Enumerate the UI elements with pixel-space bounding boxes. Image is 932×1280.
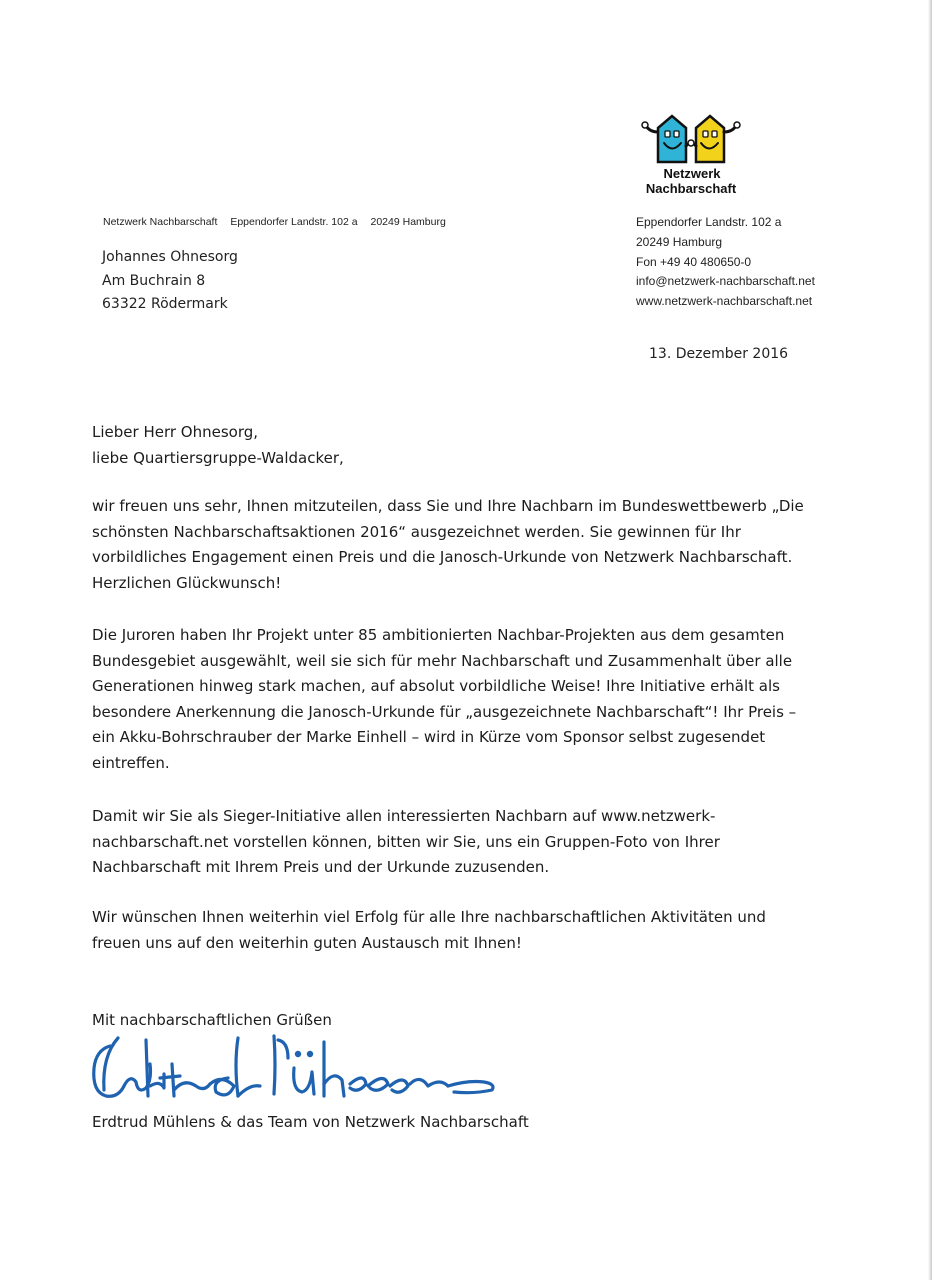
- paragraph-line: Generationen hinweg stark machen, auf absolut vorbildliche Weise! Ihre Initiative erhält als: [92, 677, 780, 696]
- paragraph-line: Nachbarschaft mit Ihrem Preis und der Urkunde zuzusenden.: [92, 858, 550, 877]
- paragraph-line: Wir wünschen Ihnen weiterhin viel Erfolg für alle Ihre nachbarschaftlichen Aktivitäten und: [92, 908, 766, 926]
- paragraph-line: Bundesgebiet ausgewählt, weil sie sich für mehr Nachbarschaft und Zusammenhalt über alle: [92, 651, 793, 670]
- recipient-street: Am Buchrain 8: [102, 272, 206, 289]
- body-paragraph-2: [92, 623, 812, 777]
- contact-phone: Fon +49 40 480650-0: [636, 254, 752, 269]
- body-paragraph-3: [92, 804, 812, 881]
- recipient-address: [102, 246, 238, 317]
- sender-city: 20249 Hamburg: [370, 216, 446, 228]
- letter-date: 13. Dezember 2016: [649, 346, 789, 362]
- paragraph-line: nachbarschaft.net vorstellen können, bitten wir Sie, uns ein Gruppen-Foto von Ihrer: [92, 832, 720, 851]
- paragraph-line: Die Juroren haben Ihr Projekt unter 85 ambitionierten Nachbar-Projekten aus dem gesamten: [92, 626, 785, 644]
- body-paragraph-4: [92, 905, 812, 956]
- paragraph-line: ein Akku-Bohrschrauber der Marke Einhell – wird in Kürze vom Sponsor selbst zugesendet: [92, 728, 766, 747]
- paragraph-line: eintreffen.: [92, 753, 170, 772]
- salutation: [92, 420, 344, 471]
- houses-logo-icon: [636, 112, 746, 168]
- paragraph-line: Herzlichen Glückwunsch!: [92, 573, 282, 592]
- paragraph-line: besondere Anerkennung die Janosch-Urkunde für „ausgezeichnete Nachbarschaft“! Ihr Preis –: [92, 702, 797, 721]
- contact-street: Eppendorfer Landstr. 102 a: [636, 215, 782, 229]
- paragraph-line: Damit wir Sie als Sieger-Initiative allen interessierten Nachbarn auf www.netzwerk-: [92, 807, 716, 825]
- salutation-line: liebe Quartiersgruppe-Waldacker,: [92, 448, 344, 467]
- sender-street: Eppendorfer Landstr. 102 a: [230, 216, 358, 228]
- sender-name: Netzwerk Nachbarschaft: [103, 216, 218, 228]
- logo-text-line2: Nachbarschaft: [645, 181, 737, 196]
- contact-block: [636, 213, 815, 312]
- closing: Mit nachbarschaftlichen Grüßen: [92, 1011, 332, 1029]
- sender-return-address: [103, 216, 456, 228]
- salutation-line: Lieber Herr Ohnesorg,: [92, 423, 259, 441]
- body-paragraph-1: [92, 494, 812, 596]
- paragraph-line: wir freuen uns sehr, Ihnen mitzuteilen, dass Sie und Ihre Nachbarn im Bundeswettbewerb „Die: [92, 497, 804, 515]
- contact-city: 20249 Hamburg: [636, 234, 723, 249]
- paragraph-line: vorbildliches Engagement einen Preis und die Janosch-Urkunde von Netzwerk Nachbarschaft.: [92, 548, 793, 567]
- paragraph-line: schönsten Nachbarschaftsaktionen 2016“ ausgezeichnet werden. Sie gewinnen für Ihr: [92, 522, 741, 541]
- logo: [634, 112, 750, 198]
- paragraph-line: freuen uns auf den weiterhin guten Austausch mit Ihnen!: [92, 933, 522, 952]
- signature-icon: [88, 1034, 508, 1114]
- contact-email[interactable]: info@netzwerk-nachbarschaft.net: [636, 274, 815, 289]
- recipient-name: Johannes Ohnesorg: [102, 249, 238, 265]
- logo-text-line1: Netzwerk: [663, 166, 721, 181]
- recipient-city: 63322 Rödermark: [102, 296, 228, 312]
- signer-name: Erdtrud Mühlens & das Team von Netzwerk Nachbarschaft: [92, 1113, 529, 1131]
- contact-web[interactable]: www.netzwerk-nachbarschaft.net: [636, 294, 813, 309]
- page-edge: [928, 0, 932, 1280]
